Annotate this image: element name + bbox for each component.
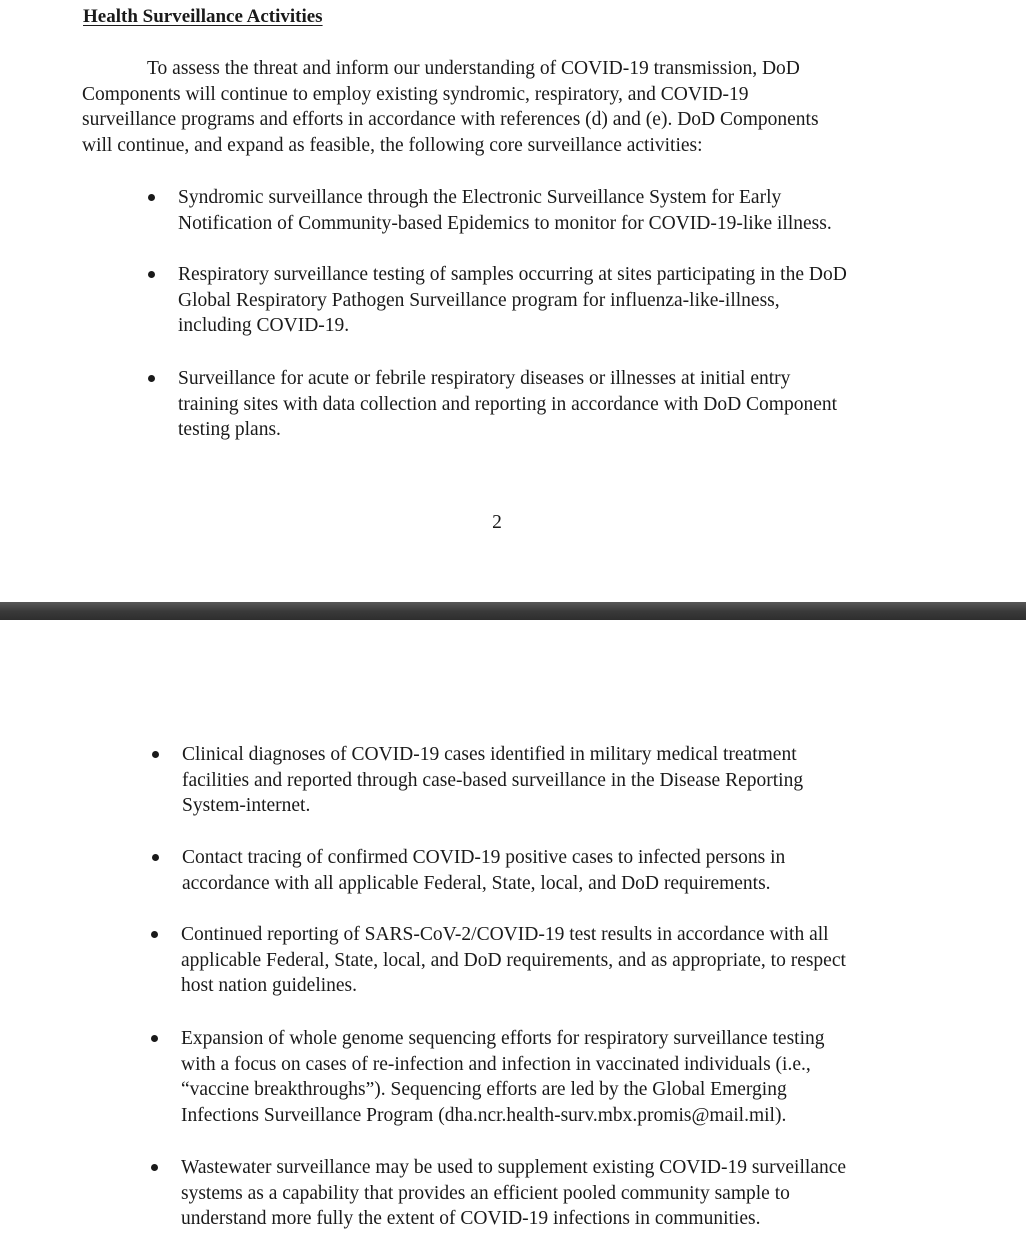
list-item-line: accordance with all applicable Federal, State, local, and DoD requirements. — [182, 872, 771, 894]
list-item-line: Notification of Community-based Epidemics to monitor for COVID-19-like illness. — [178, 212, 832, 234]
list-item-line: Infections Surveillance Program (dha.ncr.health-surv.mbx.promis@mail.mil). — [181, 1104, 787, 1126]
bullet-icon — [151, 1035, 158, 1042]
paragraph-line: Components will continue to employ existing syndromic, respiratory, and COVID-19 — [82, 83, 749, 105]
bullet-icon — [148, 375, 155, 382]
page-number: 2 — [492, 512, 502, 533]
list-item-line: “vaccine breakthroughs”). Sequencing efforts are led by the Global Emerging — [181, 1079, 787, 1100]
list-item-line: Respiratory surveillance testing of samples occurring at sites participating in the DoD — [178, 264, 847, 285]
bullet-icon — [151, 931, 158, 938]
list-item-line: host nation guidelines. — [181, 975, 358, 996]
list-item-line: systems as a capability that provides an efficient pooled community sample to — [181, 1182, 790, 1204]
list-item-line: Expansion of whole genome sequencing efforts for respiratory surveillance testing — [181, 1028, 825, 1049]
list-item-line: Wastewater surveillance may be used to supplement existing COVID-19 surveillance — [181, 1157, 847, 1178]
bullet-icon — [152, 854, 159, 861]
bullet-icon — [148, 271, 155, 278]
paragraph-line: will continue, and expand as feasible, the following core surveillance activities: — [82, 134, 703, 156]
bullet-icon — [151, 1164, 158, 1171]
list-item-line: System-internet. — [182, 795, 311, 816]
paragraph-line: To assess the threat and inform our understanding of COVID-19 transmission, DoD — [147, 58, 800, 79]
list-item-line: Global Respiratory Pathogen Surveillance program for influenza-like-illness, — [178, 289, 780, 311]
document-page-bottom — [0, 620, 1026, 1248]
paragraph-line: surveillance programs and efforts in accordance with references (d) and (e). DoD Components — [82, 109, 819, 130]
list-item-line: testing plans. — [178, 419, 281, 440]
document-page-top — [0, 0, 1026, 602]
list-item-line: facilities and reported through case-based surveillance in the Disease Reporting — [182, 769, 804, 791]
list-item-line: Syndromic surveillance through the Electronic Surveillance System for Early — [178, 187, 782, 208]
list-item-line: Clinical diagnoses of COVID-19 cases identified in military medical treatment — [182, 744, 797, 765]
intro-paragraph — [82, 56, 922, 158]
list-item-line: with a focus on cases of re-infection and infection in vaccinated individuals (i.e., — [181, 1053, 811, 1075]
bullet-icon — [148, 194, 155, 201]
bullet-icon — [152, 751, 159, 758]
list-item-line: Contact tracing of confirmed COVID-19 positive cases to infected persons in — [182, 847, 786, 868]
list-item-line: including COVID-19. — [178, 315, 350, 336]
list-item-line: applicable Federal, State, local, and DoD requirements, and as appropriate, to respect — [181, 949, 846, 971]
list-item-line: understand more fully the extent of COVID-19 infections in communities. — [181, 1208, 761, 1229]
list-item-line: Surveillance for acute or febrile respiratory diseases or illnesses at initial entry — [178, 368, 791, 389]
page-separator — [0, 602, 1026, 620]
section-heading: Health Surveillance Activities — [83, 6, 323, 27]
list-item-line: Continued reporting of SARS-CoV-2/COVID-19 test results in accordance with all — [181, 924, 829, 945]
list-item-line: training sites with data collection and reporting in accordance with DoD Component — [178, 393, 838, 415]
